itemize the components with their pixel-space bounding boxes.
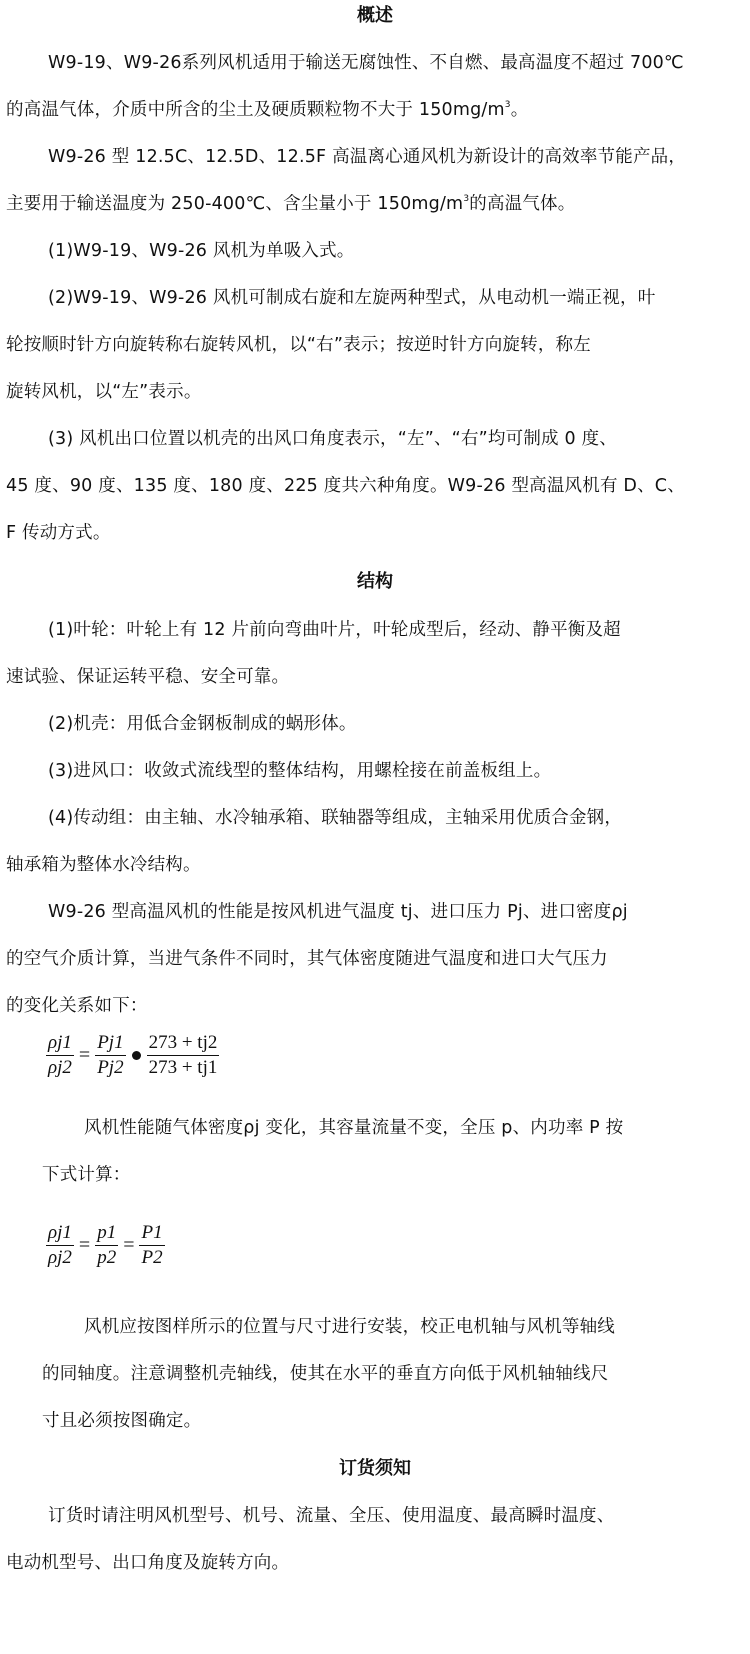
overview-item1: (1)W9-19、W9-26 风机为单吸入式。 [48, 241, 355, 261]
overview-item3-line2: 45 度、90 度、135 度、180 度、225 度共六种角度。W9-26 型高温风机有 D、C、 [6, 476, 685, 496]
overview-p2-line1: W9-26 型 12.5C、12.5D、12.5F 高温离心通风机为新设计的高效率节能产品， [48, 147, 687, 167]
overview-p2-line2: 主要用于输送温度为 250-400℃、含尘量小于 $150mg/m^3$的高温气体。 [6, 194, 576, 214]
structure-item4-line2: 轴承箱为整体水冷结构。 [6, 855, 201, 875]
overview-p1-line1: W9-19、W9-26系列风机适用于输送无腐蚀性、不自燃、最高温度不超过 700℃ [48, 53, 684, 73]
density-formula: $\frac{\rho j1}{\rho j2}$ = $\frac{Pj1}{Pj2}$ $\frac{273 + tj2}{273 + tj1}$ [48, 1032, 218, 1078]
overview-item3-line3: F 传动方式。 [6, 523, 111, 543]
install-line3: 寸且必须按图确定。 [42, 1411, 202, 1431]
heading-overview: 概述 [357, 5, 393, 26]
ordering-line2: 电动机型号、出口角度及旋转方向。 [6, 1553, 290, 1573]
heading-ordering: 订货须知 [339, 1458, 411, 1479]
structure-item1-line2: 速试验、保证运转平稳、安全可靠。 [6, 667, 290, 687]
structure-item3: (3)进风口：收敛式流线型的整体结构，用螺栓接在前盖板组上。 [48, 761, 552, 781]
overview-item2-line2: 轮按顺时针方向旋转称右旋转风机，以“右”表示；按逆时针方向旋转，称左 [6, 335, 591, 355]
structure-item2: (2)机壳：用低合金钢板制成的蜗形体。 [48, 714, 357, 734]
perf-line1: W9-26 型高温风机的性能是按风机进气温度 tj、进口压力 Pj、进口密度ρj [48, 902, 628, 922]
overview-item3-line1: (3) 风机出口位置以机壳的出风口角度表示，“左”、“右”均可制成 0 度、 [48, 429, 617, 449]
perf2-line1: 风机性能随气体密度ρj 变化，其容量流量不变，全压 p、内功率 P 按 [84, 1118, 624, 1138]
performance-formula: $\frac{\rho j1}{\rho j2}$ = $\frac{p1}{p2}$ = $\frac{P1}{P2}$ [48, 1222, 163, 1268]
perf-line2: 的空气介质计算，当进气条件不同时，其气体密度随进气温度和进口大气压力 [6, 949, 608, 969]
structure-item4-line1: (4)传动组：由主轴、水冷轴承箱、联轴器等组成，主轴采用优质合金钢， [48, 808, 623, 828]
ordering-line1: 订货时请注明风机型号、机号、流量、全压、使用温度、最高瞬时温度、 [48, 1506, 615, 1526]
overview-item2-line1: (2)W9-19、W9-26 风机可制成右旋和左旋两种型式，从电动机一端正视，叶 [48, 288, 656, 308]
structure-item1-line1: (1)叶轮：叶轮上有 12 片前向弯曲叶片，叶轮成型后，经动、静平衡及超 [48, 620, 621, 640]
multiply-dot-icon [132, 1051, 141, 1060]
install-line1: 风机应按图样所示的位置与尺寸进行安装，校正电机轴与风机等轴线 [84, 1317, 615, 1337]
overview-item2-line3: 旋转风机，以“左”表示。 [6, 382, 202, 402]
perf-line3: 的变化关系如下： [6, 996, 148, 1016]
perf2-line2: 下式计算： [42, 1165, 131, 1185]
install-line2: 的同轴度。注意调整机壳轴线，使其在水平的垂直方向低于风机轴轴线尺 [42, 1364, 609, 1384]
overview-p1-line2: 的高温气体，介质中所含的尘土及硬质颗粒物不大于 $150mg/m^3$。 [6, 100, 529, 120]
heading-structure: 结构 [357, 571, 393, 592]
